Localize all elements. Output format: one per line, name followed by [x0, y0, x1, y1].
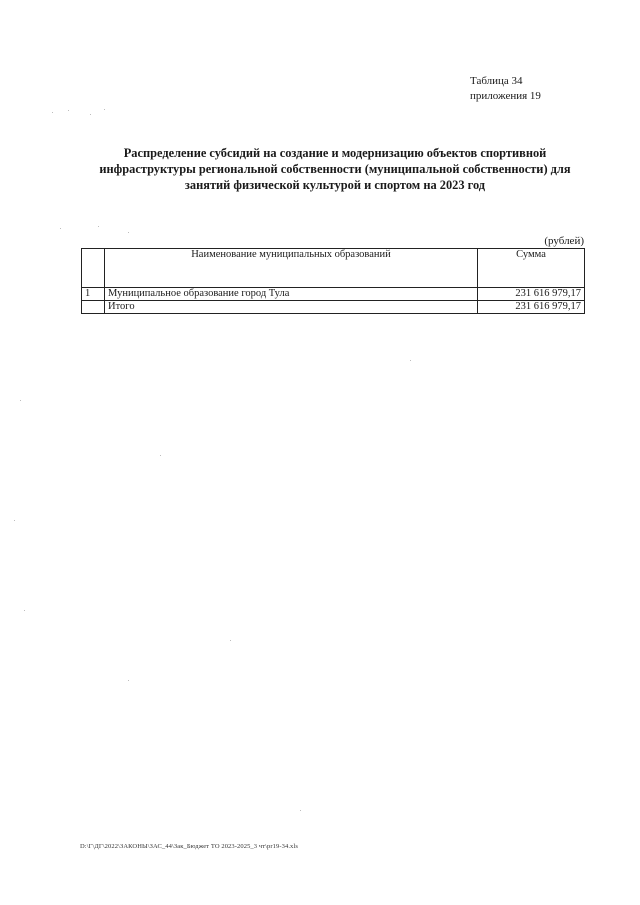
total-label: Итого	[105, 301, 478, 314]
appendix-number: приложения 19	[470, 90, 541, 102]
table-reference	[470, 74, 590, 104]
file-path-footer: D:\Г\ДГ\2022\ЗАКОНЫ\ЗАС_44\Зак_Бюджет ТО 2023-2025_3 чт\pr19-34.xls	[80, 843, 298, 850]
units-label: (рублей)	[544, 235, 584, 247]
header-number-cell	[82, 249, 105, 288]
table-row	[82, 288, 585, 301]
total-row	[82, 301, 585, 314]
row-name: Муниципальное образование город Тула	[105, 288, 478, 301]
table-number: Таблица 34	[470, 75, 523, 87]
header-sum-cell: Сумма	[478, 249, 585, 288]
total-sum: 231 616 979,17	[478, 301, 585, 314]
header-name-cell: Наименование муниципальных образований	[105, 249, 478, 288]
title-line-2: инфраструктуры региональной собственности (муниципальной собственности) для	[99, 162, 571, 176]
subsidy-table	[81, 248, 585, 314]
row-sum: 231 616 979,17	[478, 288, 585, 301]
title-line-1: Распределение субсидий на создание и модернизацию объектов спортивной	[123, 146, 547, 160]
document-title	[80, 145, 590, 193]
total-number	[82, 301, 105, 314]
table-header-row	[82, 249, 585, 288]
row-number: 1	[82, 288, 105, 301]
title-line-3: занятий физической культурой и спортом на 2023 год	[184, 178, 486, 192]
